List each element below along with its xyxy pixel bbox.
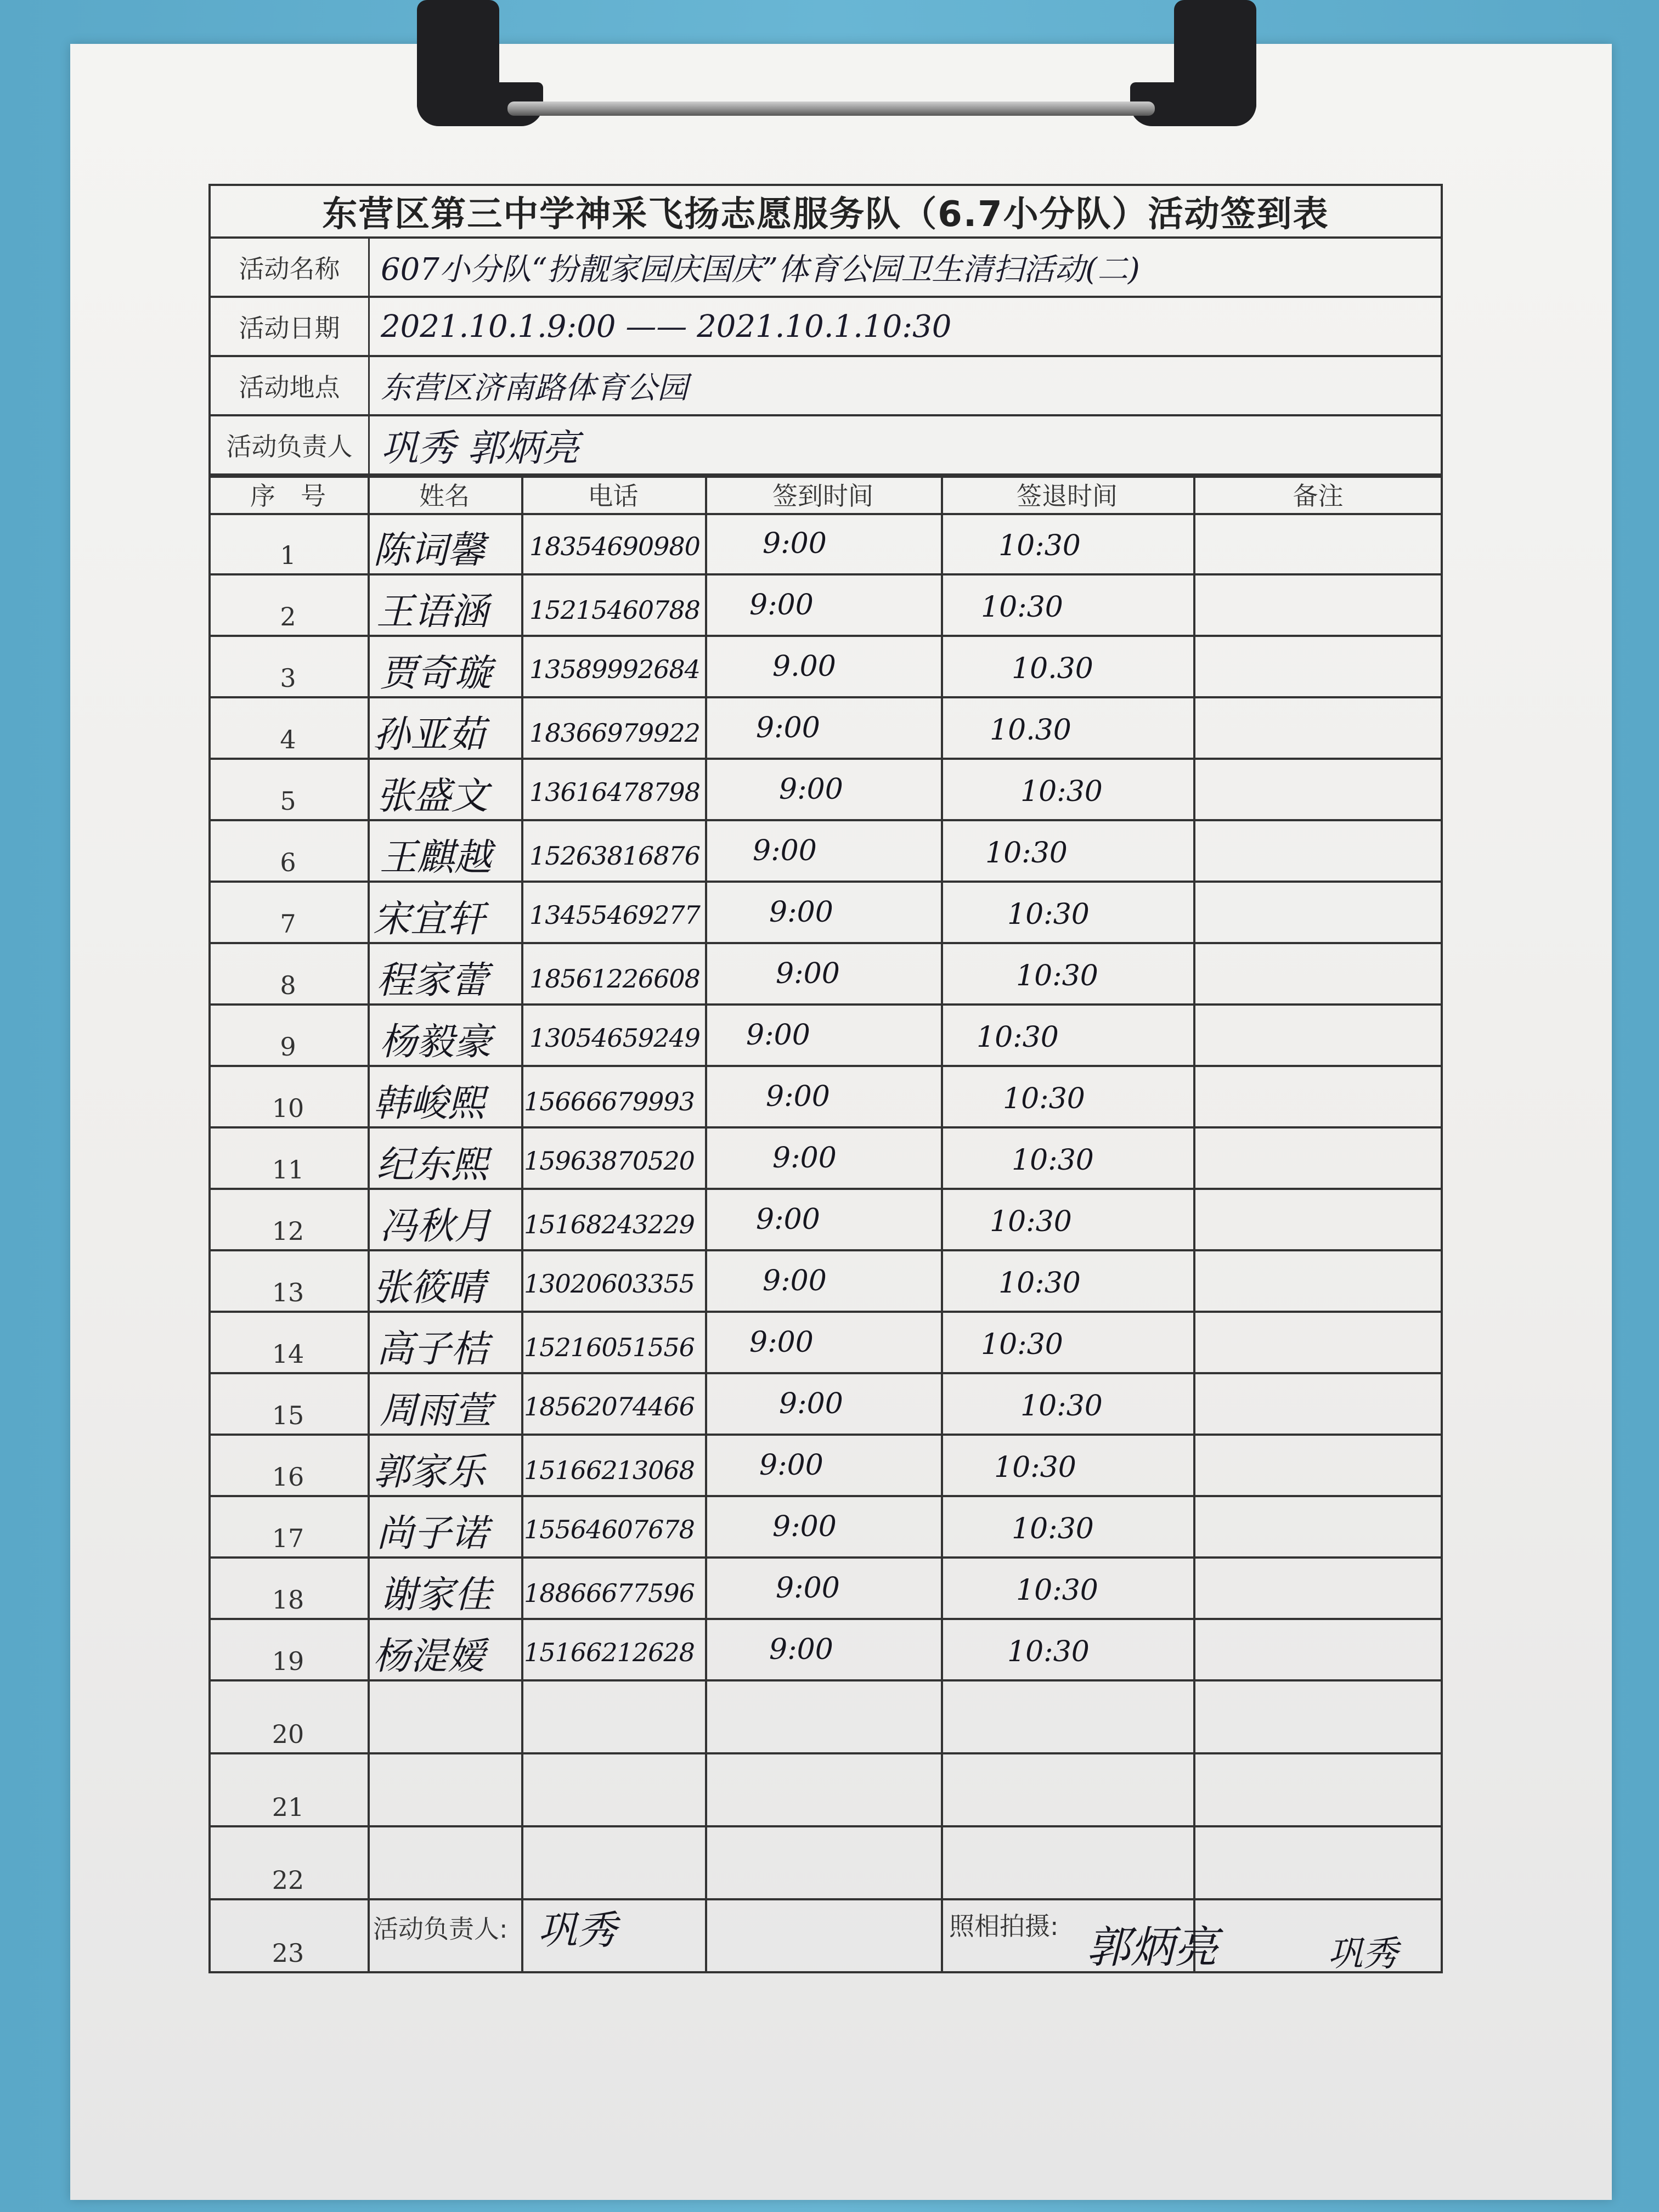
sign-in-time: 9.00	[772, 650, 836, 683]
signer-phone: 15216051556	[524, 1333, 695, 1362]
sign-in-time: 9:00	[763, 1265, 827, 1297]
signer-phone: 15963870520	[524, 1146, 695, 1176]
info-row-activity-leader	[208, 416, 1443, 476]
activity-leader-label: 活动负责人	[211, 416, 370, 473]
sign-in-time: 9:00	[779, 1387, 843, 1420]
footer-leader-label: 活动负责人:	[373, 1914, 508, 1944]
signer-name: 陈词馨	[373, 529, 486, 572]
sign-out-time: 10:30	[1012, 1513, 1094, 1545]
row-number: 16	[272, 1462, 304, 1492]
table-row	[208, 636, 1443, 697]
row-number: 14	[272, 1339, 304, 1369]
signer-name: 谢家佳	[380, 1573, 492, 1617]
info-row-activity-place	[208, 357, 1443, 416]
table-row	[208, 759, 1443, 820]
activity-date-label: 活动日期	[211, 298, 370, 355]
row-number: 11	[272, 1155, 304, 1184]
sign-out-time: 10:30	[1016, 960, 1098, 992]
signer-name: 尚子诺	[376, 1512, 489, 1555]
sign-in-time: 9:00	[779, 773, 843, 806]
signer-name: 贾奇璇	[380, 652, 492, 695]
sign-out-time: 10:30	[1007, 1635, 1090, 1668]
signer-phone: 18354690980	[529, 532, 700, 561]
signer-phone: 18866677596	[524, 1578, 695, 1608]
row-number: 6	[280, 848, 296, 877]
table-row	[208, 882, 1443, 943]
table-row	[208, 1250, 1443, 1312]
sign-in-time: 9:00	[766, 1080, 830, 1113]
signer-phone: 15666679993	[524, 1087, 695, 1116]
table-row	[208, 1312, 1443, 1373]
table-row	[208, 1680, 1443, 1753]
sign-out-time: 10:30	[1016, 1574, 1098, 1607]
table-row	[208, 697, 1443, 759]
sign-out-time: 10:30	[1007, 898, 1090, 931]
sign-out-time: 10:30	[990, 1205, 1072, 1238]
signer-phone: 15166212628	[524, 1638, 695, 1667]
sign-out-time: 10:30	[1012, 1144, 1094, 1177]
signer-phone: 18561226608	[529, 964, 700, 994]
sign-in-time: 9:00	[769, 896, 833, 929]
sign-in-time: 9:00	[756, 712, 820, 744]
sign-out-time: 10:30	[994, 1451, 1076, 1484]
signer-name: 高子桔	[376, 1328, 489, 1371]
row-number: 17	[272, 1523, 304, 1553]
sign-in-time: 9:00	[746, 1019, 810, 1052]
row-number: 5	[280, 786, 296, 816]
sign-in-time: 9:00	[759, 1449, 823, 1482]
sign-in-time: 9:00	[776, 957, 840, 990]
table-row	[208, 513, 1443, 574]
table-row	[208, 1619, 1443, 1680]
activity-place-value: 东营区济南路体育公园	[381, 370, 688, 406]
activity-leader-value: 巩秀 郭炳亮	[381, 426, 579, 470]
column-header: 姓名	[419, 481, 470, 511]
column-header: 电话	[588, 481, 639, 511]
signer-name: 周雨萱	[380, 1389, 492, 1432]
row-number: 3	[280, 663, 296, 693]
sign-in-sheet	[208, 184, 1443, 1974]
info-row-activity-date	[208, 298, 1443, 357]
row-number: 4	[280, 725, 296, 754]
signer-name: 杨毅豪	[380, 1020, 492, 1064]
attendance-table	[208, 476, 1443, 1972]
sign-in-time: 9:00	[749, 589, 814, 622]
signer-phone: 13020603355	[524, 1269, 695, 1299]
signer-name: 孙亚茹	[373, 713, 486, 757]
sign-out-time: 10.30	[1012, 652, 1093, 685]
table-row	[208, 1005, 1443, 1066]
table-row	[208, 1373, 1443, 1435]
table-row	[208, 1127, 1443, 1189]
signer-phone: 15168243229	[524, 1210, 695, 1239]
column-header: 签退时间	[1017, 481, 1118, 511]
sign-out-time: 10:30	[998, 529, 1081, 562]
table-row	[208, 1066, 1443, 1127]
footer-photo-signature: 郭炳亮	[1086, 1922, 1218, 1973]
activity-name-value: 607小分队“扮靓家园庆国庆”体育公园卫生清扫活动(二)	[381, 252, 1140, 287]
sign-out-time: 10:30	[1020, 1390, 1103, 1423]
signer-phone: 15215460788	[529, 595, 700, 625]
row-number: 20	[272, 1719, 304, 1749]
table-row	[208, 1826, 1443, 1899]
activity-date-value: 2021.10.1.9:00 —— 2021.10.1.10:30	[381, 308, 952, 345]
sign-in-time: 9:00	[769, 1633, 833, 1666]
signer-phone: 13616478798	[529, 777, 700, 807]
table-row	[208, 1558, 1443, 1619]
signer-name: 王语涵	[376, 590, 489, 634]
row-number: 19	[272, 1646, 304, 1676]
row-number: 15	[272, 1401, 304, 1430]
table-row	[208, 1435, 1443, 1496]
sign-in-time: 9:00	[753, 834, 817, 867]
row-number: 10	[272, 1093, 304, 1123]
signer-phone: 18562074466	[524, 1392, 695, 1421]
signer-name: 程家蕾	[376, 959, 489, 1002]
sign-out-time: 10:30	[981, 1328, 1063, 1361]
signer-name: 张筱晴	[373, 1266, 486, 1310]
table-row	[208, 1753, 1443, 1826]
row-number: 9	[280, 1032, 296, 1062]
sign-out-time: 10:30	[981, 591, 1063, 624]
footer-photo-label: 照相拍摄:	[949, 1911, 1059, 1941]
signer-phone: 13455469277	[529, 900, 700, 930]
row-number: 1	[280, 540, 296, 570]
table-row	[208, 820, 1443, 882]
signer-name: 冯秋月	[380, 1205, 492, 1248]
footer-leader-signature: 巩秀	[538, 1907, 617, 1953]
row-number: 23	[272, 1938, 304, 1968]
signer-name: 韩峻熙	[373, 1082, 486, 1125]
sign-in-time: 9:00	[772, 1142, 837, 1175]
sign-out-time: 10:30	[977, 1021, 1059, 1054]
info-row-activity-name	[208, 239, 1443, 298]
sign-in-time: 9:00	[763, 527, 827, 560]
sign-out-time: 10:30	[998, 1267, 1081, 1300]
footer-photo-signature-2: 巩秀	[1328, 1934, 1398, 1974]
signer-name: 张盛文	[376, 775, 489, 818]
table-row	[208, 574, 1443, 636]
signer-name: 宋宜轩	[373, 898, 486, 941]
sign-out-time: 10:30	[985, 837, 1068, 870]
table-row	[208, 1496, 1443, 1558]
sign-in-time: 9:00	[772, 1510, 837, 1543]
signer-phone: 18366979922	[529, 718, 700, 748]
signer-phone: 13589992684	[529, 654, 700, 684]
row-number: 2	[280, 602, 296, 631]
column-header: 备注	[1293, 481, 1344, 511]
activity-name-label: 活动名称	[211, 239, 370, 296]
signer-name: 王麒越	[380, 836, 492, 879]
sign-in-time: 9:00	[756, 1203, 820, 1236]
signer-name: 郭家乐	[373, 1451, 486, 1494]
sign-out-time: 10:30	[1020, 775, 1103, 808]
sign-in-time: 9:00	[749, 1326, 814, 1359]
signer-name: 纪东熙	[376, 1143, 489, 1187]
clip-wire	[507, 101, 1155, 116]
row-number: 21	[272, 1792, 304, 1822]
signer-phone: 15564607678	[524, 1515, 695, 1544]
signer-name: 杨湜嫒	[373, 1635, 486, 1678]
signer-phone: 15166213068	[524, 1455, 695, 1485]
sign-in-time: 9:00	[776, 1572, 840, 1605]
row-number: 13	[272, 1278, 304, 1307]
row-number: 12	[272, 1216, 304, 1246]
table-row	[208, 1189, 1443, 1250]
sign-out-time: 10:30	[1003, 1082, 1085, 1115]
signer-phone: 15263816876	[529, 841, 700, 871]
row-number: 7	[280, 909, 296, 939]
row-number: 8	[280, 970, 296, 1000]
row-number: 18	[272, 1585, 304, 1615]
column-header: 签到时间	[772, 481, 873, 511]
sign-out-time: 10.30	[990, 714, 1071, 747]
sheet-title: 东营区第三中学神采飞扬志愿服务队（6.7小分队）活动签到表	[208, 184, 1443, 239]
column-header: 序 号	[250, 481, 326, 511]
activity-place-label: 活动地点	[211, 357, 370, 414]
table-row	[208, 943, 1443, 1005]
row-number: 22	[272, 1865, 304, 1895]
signer-phone: 13054659249	[529, 1023, 700, 1053]
